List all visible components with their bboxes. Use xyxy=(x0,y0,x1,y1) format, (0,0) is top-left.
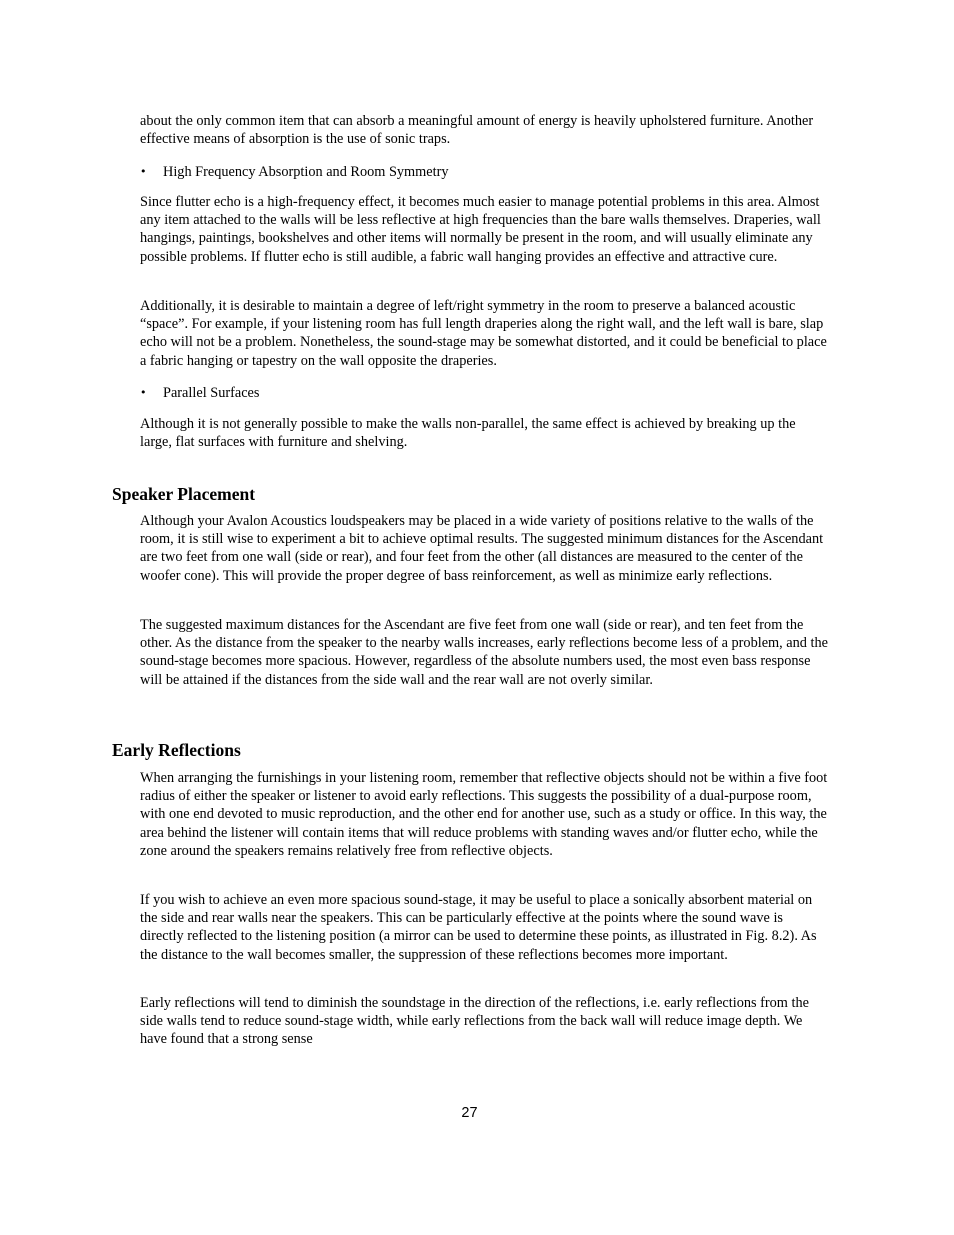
intro-continuation-paragraph: about the only common item that can absorb a meaningful amount of energy is heavily upholstered furniture. Another effective means of absorption is the use of sonic traps. xyxy=(140,113,814,148)
page-number: 27 xyxy=(461,1105,478,1121)
speaker-placement-paragraph-1: Although your Avalon Acoustics loudspeakers may be placed in a wide variety of positions relative to the walls of the room, it is still wise to experiment a bit to achieve optimal results. The suggested minimum distances for the Ascendant are two feet from one wall (side or rear), and four feet from the other (all distances are measured to the center of the woofer cone). This will provide the proper degree of bass reinforcement, as well as minimize early reflections. xyxy=(140,513,824,584)
speaker-placement-paragraph-2: The suggested maximum distances for the Ascendant are five feet from one wall (side or rear), and ten feet from the other. As the distance from the speaker to the nearby walls increases, early reflections become less of a problem, and the sound-stage becomes more spacious. However, regardless of the absolute numbers used, the most even bass response will be attained if the distances from the side wall and the rear wall are not overly similar. xyxy=(140,617,828,688)
bullet-icon: • xyxy=(140,165,147,178)
bullet-label: High Frequency Absorption and Room Symmetry xyxy=(163,164,449,180)
early-reflections-paragraph-2: If you wish to achieve an even more spacious sound-stage, it may be useful to place a sonically absorbent material on the side and rear walls near the speakers. This can be particularly effective at the points where the sound wave is directly reflected to the listening position (a mirror can be used to determine these points, as illustrated in Fig. 8.2). As the distance to the wall becomes smaller, the suppression of these reflections becomes more important. xyxy=(140,892,817,963)
high-frequency-paragraph-1: Since flutter echo is a high-frequency effect, it becomes much easier to manage potential problems in this area. Almost any item attached to the walls will be less reflective at high frequencies than the bare walls themselves. Draperies, wall hangings, paintings, bookshelves and other items will normally be present in the room, and will usually eliminate any possible problems. If flutter echo is still audible, a fabric wall hanging provides an effective and attractive cure. xyxy=(140,194,821,265)
section-heading-speaker-placement: Speaker Placement xyxy=(112,484,256,504)
bullet-icon: • xyxy=(140,386,147,399)
section-heading-early-reflections: Early Reflections xyxy=(112,740,241,760)
early-reflections-paragraph-1: When arranging the furnishings in your listening room, remember that reflective objects should not be within a five foot radius of either the speaker or listener to avoid early reflections. This suggests the possibility of a dual-purpose room, with one end devoted to music reproduction, and the other end for another use, such as a study or office. In this way, the area behind the listener will contain items that will reduce problems with standing waves and/or flutter echo, while the zone around the speakers remains relatively free from reflective objects. xyxy=(140,770,828,859)
high-frequency-paragraph-2: Additionally, it is desirable to maintain a degree of left/right symmetry in the room to preserve a balanced acoustic “space”. For example, if your listening room has full length draperies along the right wall, and the left wall is bare, slap echo will not be a problem. Nonetheless, the sound-stage may be somewhat distorted, and it could be beneficial to place a fabric hanging or tapestry on the wall opposite the draperies. xyxy=(140,298,827,369)
parallel-surfaces-paragraph: Although it is not generally possible to make the walls non-parallel, the same effect is achieved by breaking up the large, flat surfaces with furniture and shelving. xyxy=(140,416,796,451)
bullet-label: Parallel Surfaces xyxy=(163,385,260,401)
early-reflections-paragraph-3: Early reflections will tend to diminish the soundstage in the direction of the reflections, i.e. early reflections from the side walls tend to reduce sound-stage width, while early reflections from the back wall will reduce image depth. We have found that a strong sense xyxy=(140,995,809,1048)
